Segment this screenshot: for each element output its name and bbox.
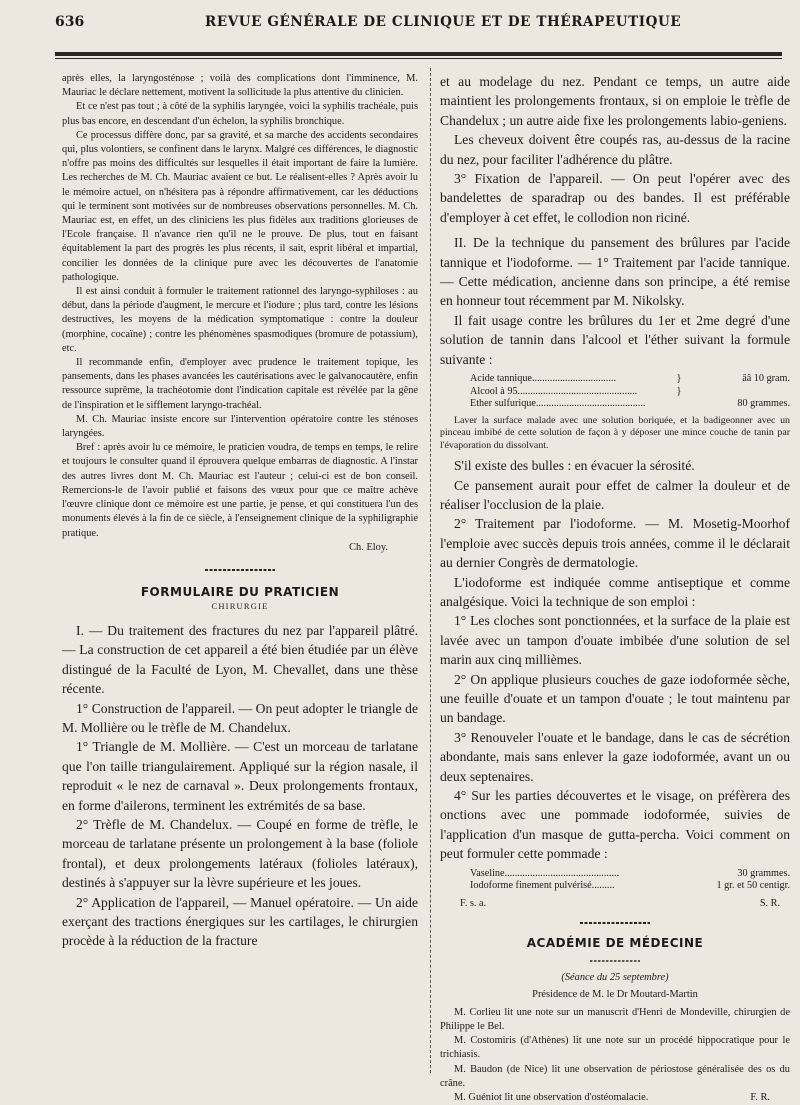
recipe-ingredient: Iodoforme finement pulvérisé......... xyxy=(470,880,615,892)
paragraph: Les cheveux doivent être coupés ras, au-dessus de la racine du nez, pour faciliter l'adhérence du plâtre. xyxy=(440,132,790,167)
paragraph: 2° Traitement par l'iodoforme. — M. Mosetig-Moorhof l'emploie avec succès depuis trois années, comme il le déclarait au dernier Congrès de dermatologie. xyxy=(440,516,790,571)
academy-item: M. Guéniot lit une observation d'ostéomalacie. xyxy=(454,1092,649,1104)
session-date: (Séance du 25 septembre) xyxy=(561,971,669,983)
paragraph: 1° Construction de l'appareil. — On peut adopter le triangle de M. Mollière ou le trèfle de M. Chandelux. xyxy=(62,700,418,735)
academy-last-row xyxy=(440,1091,790,1105)
paragraph: 3° Fixation de l'appareil. — On peut l'opérer avec des bandelettes de sparadrap ou des bandes. Il est préférable d'employer à cet effet, le collodion non riciné. xyxy=(440,171,790,225)
right-column xyxy=(440,72,790,1105)
paragraph: Ce pansement aurait pour effet de calmer la douleur et de réaliser l'occlusion de la plaie. xyxy=(440,477,790,512)
paragraph: M. Ch. Mauriac insiste encore sur l'intervention opératoire contre les sténoses laryngées. xyxy=(62,413,418,440)
paragraph: 2° On applique plusieurs couches de gaze iodoformée sèche, une feuille d'ouate et un tampon d'ouate ; le tout maintenu par un bandage. xyxy=(440,671,790,726)
recipe-quantity xyxy=(686,386,790,399)
academy-item: M. Baudon (de Nice) lit une observation de périostose généralisée des os du crâne. xyxy=(440,1063,790,1089)
paragraph: L'iodoforme est indiquée comme antiseptique et comme analgésique. Voici la technique de son emploi : xyxy=(440,574,790,609)
section-title: FORMULAIRE DU PRATICIEN xyxy=(140,584,340,599)
ornament-divider xyxy=(440,958,790,964)
fsa-label: F. s. a. xyxy=(460,897,487,909)
recipe-tannin xyxy=(440,373,790,411)
paragraph: 3° Renouveler l'ouate et le bandage, dans le cas de sécrétion abondante, mais sans enlever la gaze iodoformée, avant un ou deux septenaires. xyxy=(440,729,790,784)
presidency: Présidence de M. le Dr Moutard-Martin xyxy=(532,988,698,1000)
paragraph: I. — Du traitement des fractures du nez par l'appareil plâtré. — La construction de cet appareil a été bien étudiée par un élève distingué de la Faculté de Lyon, M. Chevallet, dans une thèse récente. xyxy=(62,622,418,697)
recipe-quantity: 30 grammes. xyxy=(737,867,790,879)
paragraph: 1° Triangle de M. Mollière. — C'est un morceau de tarlatane que l'on taille triangulairement. Appliqué sur la région nasale, il reproduit « le nez de carnaval ». Deux prolongements frontaux, en forme d'ailerons, terminent les extrémités de sa base. xyxy=(62,739,418,813)
page-number: 636 xyxy=(55,14,85,30)
paragraph: 4° Sur les parties découvertes et le visage, on préfèrera des onctions avec une pommade iodoformée, suivies de l'application d'un masque de gutta-percha. Voici comment on peut formuler cette pommade : xyxy=(440,788,790,862)
journal-title: REVUE GÉNÉRALE DE CLINIQUE ET DE THÉRAPEUTIQUE xyxy=(205,14,682,30)
recipe-row xyxy=(440,373,790,386)
ornament-divider xyxy=(62,567,418,573)
recipe-ingredient: Vaseline............................................. xyxy=(470,867,620,879)
recipe-quantity: ââ 10 gram. xyxy=(742,373,790,385)
paragraph: S'il existe des bulles : en évacuer la sérosité. xyxy=(454,458,695,474)
brace: } xyxy=(676,373,682,385)
recipe-row xyxy=(440,868,790,881)
paragraph: et au modelage du nez. Pendant ce temps, un autre aide maintient les prolongements frontaux, si on emploie le trèfle de Chandelux ; un autre aide fixe les prolongements labio-geniens. xyxy=(440,74,790,128)
ornament-divider xyxy=(440,920,790,926)
left-column xyxy=(62,72,418,951)
paragraph: Bref : après avoir lu ce mémoire, le praticien voudra, de temps en temps, le relire et toujours le consulter quand il éprouvera quelque embarras de diagnostic. A l'instar des autres livres dont M. Ch. Mauriac est l'auteur ; celui-ci est de bon conseil. Remercions-le de l'avoir publié et faisons des vœux pour que ce maître achève l'œuvre clinique dont ce mémoire est une partie, je pense, et qui constituera l'un des monuments élevés à la fin de ce siècle, à l'enseignement clinique de la syphiligraphie pratique. xyxy=(62,442,418,539)
paragraph: Il est ainsi conduit à formuler le traitement rationnel des laryngo-syphiloses : au début, dans la période d'augment, le mercure et l'iodure ; plus tard, contre les lésions destructives, les moyens de la médication symptomatique : contre la douleur (morphine, cocaïne) ; contre les phénomènes spasmodiques (bromure de potassium), etc. xyxy=(62,286,418,354)
header-rule-thin xyxy=(55,58,782,59)
author-signature: Ch. Eloy. xyxy=(349,541,388,553)
academy-item: M. Costomiris (d'Athènes) lit une note sur un procédé hippocratique pour le trichiasis. xyxy=(440,1035,790,1061)
paragraph: Il fait usage contre les brûlures du 1er et 2me degré d'une solution de tannin dans l'alcool et l'éther suivant la formule suivante : xyxy=(440,312,790,367)
header-rule-thick xyxy=(55,52,782,56)
page-header xyxy=(55,14,782,40)
recipe-signature: S. R. xyxy=(759,897,780,909)
recipe-row xyxy=(440,398,790,411)
recipe-quantity: 80 grammes. xyxy=(737,398,790,410)
recipe-pommade xyxy=(440,868,790,893)
paragraph: Ce processus diffère donc, par sa gravité, et sa marche des accidents secondaires qui, plus volontiers, se confinent dans le larynx. Malgré ces différences, le diagnostic n'offre pas moins des difficultés sur lesquelles il était important de faire la lumière. Les recherches de M. Ch. Mauriac avaient ce but. Le réalisent-elles ? Après avoir lu le mémoire actuel, on n'hésitera pas à répondre affirmativement, car les déductions qui le terminent sont motivées sur de nombreuses observations personnelles. M. Ch. Mauriac est, en effet, un des cliniciens les plus fidèles aux traditions glorieuses de l'Ecole française. Il n'avance rien qu'il ne le prouve. De plus, tout en faisant équitablement la part des progrès les plus récents, il sait, esprit libéral et impartial, concilier les données de la clinique pure avec les découvertes de l'anatomie pathologique. xyxy=(62,129,418,283)
brace: } xyxy=(676,385,682,397)
paragraph: Et ce n'est pas tout ; à côté de la syphilis laryngée, voici la syphilis trachéale, puis plus bas encore, en descendant d'un échelon, la syphilis bronchique. xyxy=(62,101,418,127)
section-subtitle: CHIRURGIE xyxy=(211,600,269,611)
recipe-row xyxy=(440,880,790,893)
academy-signature: F. R. xyxy=(750,1092,770,1104)
section-title: ACADÉMIE DE MÉDECINE xyxy=(526,935,704,950)
paragraph: 1° Les cloches sont ponctionnées, et la surface de la plaie est lavée avec un tampon d'ouate imbibée d'une solution de sel marin aux cinq millièmes. xyxy=(440,613,790,668)
recipe-quantity: 1 gr. et 50 centigr. xyxy=(716,880,790,892)
paragraph: après elles, la laryngosténose ; voilà des complications dont l'imminence, M. Mauriac le déclare nettement, motivent la sollicitude la plus attentive du clinicien. xyxy=(62,73,418,99)
paragraph: Il recommande enfin, d'employer avec prudence le traitement topique, les pansements, dans les phases avancées les cautérisations avec le galvanocautère, enfin ressource suprême, la trachéotomie dont l'indication capitale est révélée par la gêne de l'inspiration et le sifflement laryngo-trachéal. xyxy=(62,357,418,411)
paragraph: II. De la technique du pansement des brûlures par l'acide tannique et l'iodoforme. — 1° Traitement par l'acide tannique. — Cette médication, ancienne dans son principe, a été remise en honneur tout récemment par M. Nikolsky. xyxy=(440,235,790,309)
column-divider xyxy=(430,68,431,1073)
recipe-note: Laver la surface malade avec une solution boriquée, et la badigeonner avec un pinceau imbibé de cette solution de façon à y déposer une mince couche de tanin par l'évaporation du dissolvant. xyxy=(440,414,790,451)
recipe-ingredient: Acide tannique................................. xyxy=(470,373,616,385)
academy-item: M. Corlieu lit une note sur un manuscrit d'Henri de Mondeville, chirurgien de Philippe le Bel. xyxy=(440,1006,790,1033)
recipe-ingredient: Alcool à 95............................................... xyxy=(470,385,638,397)
recipe-ingredient: Ether sulfurique........................................... xyxy=(470,398,646,410)
paragraph: 2° Application de l'appareil, — Manuel opératoire. — Un aide exerçant des tractions énergiques sur les cartilages, le chirurgien procède à la réduction de la fracture xyxy=(62,894,418,949)
recipe-row xyxy=(440,386,790,399)
paragraph: 2° Trèfle de M. Chandelux. — Coupé en forme de trèfle, le morceau de tarlatane présente un prolongement à la base (foliole frontal), et deux prolongements latéraux (folioles latéraux), destinés à s'appuyer sur la lèvre supérieure et les joues. xyxy=(62,816,418,891)
recipe-footer xyxy=(440,897,790,910)
